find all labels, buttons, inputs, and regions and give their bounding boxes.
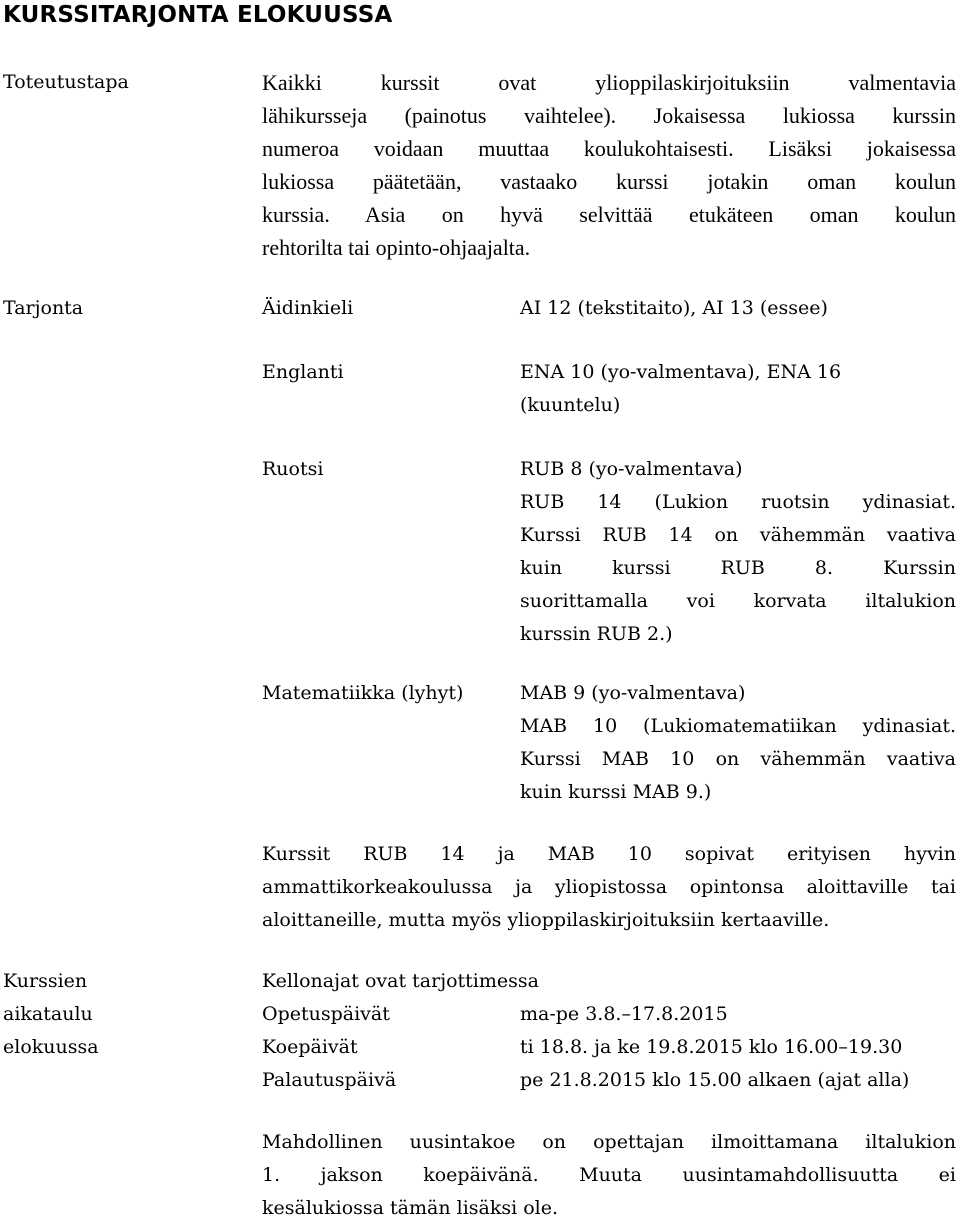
toteutustapa-line: lukiossa päätetään, vastaako kurssi jotakin oman koulun bbox=[262, 169, 956, 194]
schedule-row-label: Palautuspäivä bbox=[262, 1069, 397, 1091]
course-line: Kurssi MAB 10 on vähemmän vaativa bbox=[520, 748, 956, 770]
aikataulu-label-line: aikataulu bbox=[3, 1003, 93, 1025]
course-line: (kuuntelu) bbox=[520, 394, 621, 416]
aikataulu-label bbox=[3, 965, 99, 1064]
tarjonta-label: Tarjonta bbox=[3, 297, 84, 319]
page-title: KURSSITARJONTA ELOKUUSSA bbox=[3, 2, 393, 28]
course-line: RUB 14 (Lukion ruotsin ydinasiat. bbox=[520, 491, 956, 513]
schedule-row-label: Opetuspäivät bbox=[262, 1003, 390, 1025]
subject-name: Englanti bbox=[262, 361, 344, 383]
course-line: RUB 8 (yo-valmentava) bbox=[520, 458, 743, 480]
course-line: MAB 10 (Lukiomatematiikan ydinasiat. bbox=[520, 715, 956, 737]
course-line: AI 12 (tekstitaito), AI 13 (essee) bbox=[520, 297, 828, 319]
schedule-row-value: pe 21.8.2015 klo 15.00 alkaen (ajat alla) bbox=[520, 1069, 910, 1091]
aikataulu-label-line: Kurssien bbox=[3, 970, 88, 992]
course-line: MAB 9 (yo-valmentava) bbox=[520, 682, 746, 704]
course-line: kuin kurssi MAB 9.) bbox=[520, 781, 712, 803]
schedule-row-label: Koepäivät bbox=[262, 1036, 358, 1058]
subject-courses bbox=[520, 453, 956, 651]
toteutustapa-line: kurssia. Asia on hyvä selvittää etukäteen oman koulun bbox=[262, 202, 956, 227]
toteutustapa-line: Kaikki kurssit ovat ylioppilaskirjoituksiin valmentavia bbox=[262, 70, 956, 95]
subject-courses bbox=[520, 356, 956, 422]
schedule-row-value: ti 18.8. ja ke 19.8.2015 klo 16.00–19.30 bbox=[520, 1036, 903, 1058]
course-line: suorittamalla voi korvata iltalukion bbox=[520, 590, 956, 612]
note-line: Mahdollinen uusintakoe on opettajan ilmoittamana iltalukion bbox=[262, 1131, 956, 1153]
note-line: Kurssit RUB 14 ja MAB 10 sopivat erityisen hyvin bbox=[262, 843, 956, 865]
aikataulu-label-line: elokuussa bbox=[3, 1036, 99, 1058]
toteutustapa-text bbox=[262, 66, 956, 264]
course-line: ENA 10 (yo-valmentava), ENA 16 bbox=[520, 361, 842, 383]
note-line: ammattikorkeakoulussa ja yliopistossa opintonsa aloittaville tai bbox=[262, 876, 956, 898]
subject-courses bbox=[520, 677, 956, 809]
note-line: kesälukiossa tämän lisäksi ole. bbox=[262, 1197, 559, 1219]
tarjonta-note bbox=[262, 838, 956, 937]
toteutustapa-line: numeroa voidaan muuttaa koulukohtaisesti. Lisäksi jokaisessa bbox=[262, 136, 956, 161]
course-line: kurssin RUB 2.) bbox=[520, 623, 673, 645]
schedule-row-value: ma-pe 3.8.–17.8.2015 bbox=[520, 1003, 728, 1025]
toteutustapa-label: Toteutustapa bbox=[3, 71, 129, 93]
subject-courses bbox=[520, 292, 956, 325]
aikataulu-note bbox=[262, 1126, 956, 1225]
subject-name: Äidinkieli bbox=[262, 297, 354, 319]
aikataulu-intro: Kellonajat ovat tarjottimessa bbox=[262, 970, 539, 992]
subject-name: Ruotsi bbox=[262, 458, 324, 480]
course-line: Kurssi RUB 14 on vähemmän vaativa bbox=[520, 524, 956, 546]
course-line: kuin kurssi RUB 8. Kurssin bbox=[520, 557, 956, 579]
toteutustapa-line: rehtorilta tai opinto-ohjaajalta. bbox=[262, 235, 531, 260]
subject-name: Matematiikka (lyhyt) bbox=[262, 682, 464, 704]
note-line: aloittaneille, mutta myös ylioppilaskirjoituksiin kertaaville. bbox=[262, 909, 830, 931]
note-line: 1. jakson koepäivänä. Muuta uusintamahdollisuutta ei bbox=[262, 1164, 956, 1186]
toteutustapa-line: lähikursseja (painotus vaihtelee). Jokaisessa lukiossa kurssin bbox=[262, 103, 956, 128]
